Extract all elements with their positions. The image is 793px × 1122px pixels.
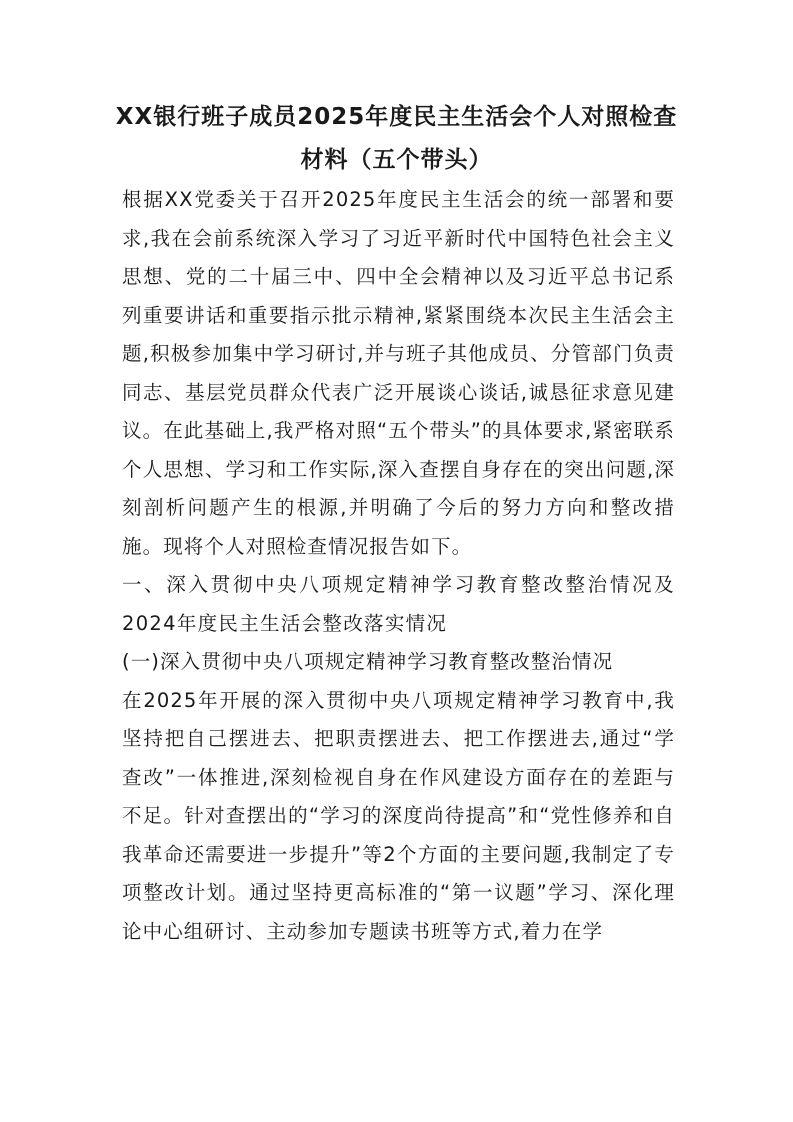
document-title-line-1: XX银行班子成员2025年度民主生活会个人对照检查	[115, 104, 678, 130]
document-body	[122, 181, 675, 951]
subsection-1-heading: (一)深入贯彻中央八项规定精神学习教育整改整治情况	[122, 650, 614, 673]
document-title-line-2: 材料（五个带头）	[300, 147, 493, 173]
section-1-heading: 一、深入贯彻中央八项规定精神学习教育整改整治情况及2024年度民主生活会整改落实情况	[122, 573, 675, 635]
subsection-1-paragraph: 在2025年开展的深入贯彻中央八项规定精神学习教育中,我坚持把自己摆进去、把职责摆进去、把工作摆进去,通过“学查改”一体推进,深刻检视自身在作风建设方面存在的差距与不足。针对查摆出的“学习的深度尚待提高”和“党性修养和自我革命还需要进一步提升”等2个方面的主要问题,我制定了专项整改计划。通过坚持更高标准的“第一议题”学习、深化理论中心组研讨、主动参加专题读书班等方式,着力在学	[122, 688, 675, 943]
intro-paragraph: 根据XX党委关于召开2025年度民主生活会的统一部署和要求,我在会前系统深入学习了习近平新时代中国特色社会主义思想、党的二十届三中、四中全会精神以及习近平总书记系列重要讲话和重要指示批示精神,紧紧围绕本次民主生活会主题,积极参加集中学习研讨,并与班子其他成员、分管部门负责同志、基层党员群众代表广泛开展谈心谈话,诚恳征求意见建议。在此基础上,我严格对照“五个带头”的具体要求,紧密联系个人思想、学习和工作实际,深入查摆自身存在的突出问题,深刻剖析问题产生的根源,并明确了今后的努力方向和整改措施。现将个人对照检查情况报告如下。	[122, 188, 675, 558]
